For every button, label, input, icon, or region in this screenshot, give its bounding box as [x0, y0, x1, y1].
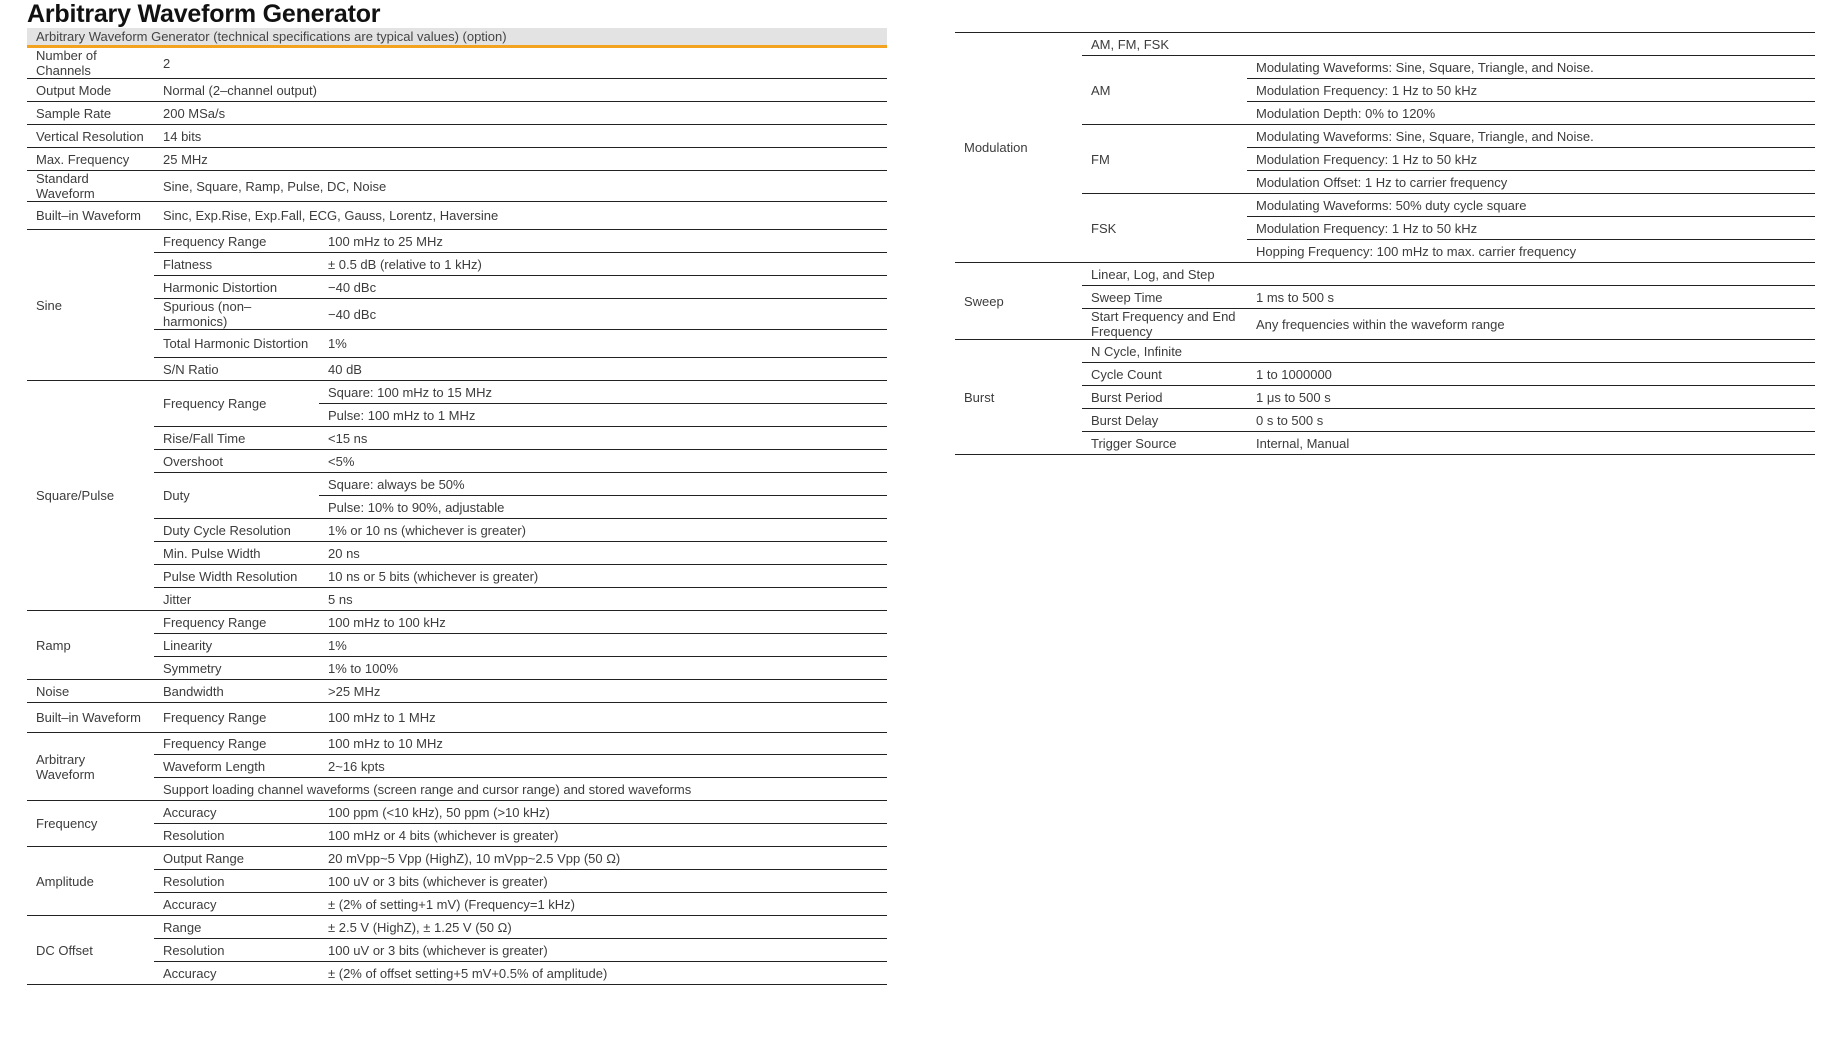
spec-parameter: Bandwidth [154, 680, 319, 703]
spec-category: Modulation [955, 33, 1082, 263]
spec-parameter: Burst Period [1082, 386, 1247, 409]
table-row [27, 473, 887, 496]
spec-parameter: Waveform Length [154, 755, 319, 778]
table-row [27, 680, 887, 703]
table-row [27, 450, 887, 473]
spec-value: Modulation Offset: 1 Hz to carrier frequency [1247, 171, 1815, 194]
spec-value: 10 ns or 5 bits (whichever is greater) [319, 565, 887, 588]
spec-parameter: S/N Ratio [154, 358, 319, 381]
spec-value: 100 uV or 3 bits (whichever is greater) [319, 939, 887, 962]
table-row [27, 755, 887, 778]
spec-value: Any frequencies within the waveform range [1247, 309, 1815, 340]
table-row [27, 634, 887, 657]
spec-value: Square: always be 50% [319, 473, 887, 496]
spec-value: 25 MHz [154, 148, 887, 171]
spec-value: <5% [319, 450, 887, 473]
spec-value: Pulse: 100 mHz to 1 MHz [319, 404, 887, 427]
spec-value: 40 dB [319, 358, 887, 381]
table-row [27, 703, 887, 733]
table-row [955, 286, 1815, 309]
spec-value: <15 ns [319, 427, 887, 450]
spec-parameter: Total Harmonic Distortion [154, 330, 319, 358]
table-row [955, 432, 1815, 455]
spec-parameter: Accuracy [154, 801, 319, 824]
table-row [27, 565, 887, 588]
table-row [27, 299, 887, 330]
left-table-body [27, 47, 887, 985]
spec-parameter: Frequency Range [154, 381, 319, 427]
spec-parameter: Spurious (non–harmonics) [154, 299, 319, 330]
spec-parameter: Resolution [154, 939, 319, 962]
spec-value: 2 [154, 47, 887, 79]
spec-category: Frequency [27, 801, 154, 847]
table-row [27, 733, 887, 755]
spec-parameter: Accuracy [154, 962, 319, 985]
spec-value: Normal (2–channel output) [154, 79, 887, 102]
spec-category: Standard Waveform [27, 171, 154, 202]
table-row [27, 962, 887, 985]
table-row [27, 358, 887, 381]
spec-value: 0 s to 500 s [1247, 409, 1815, 432]
table-row [955, 386, 1815, 409]
table-row [27, 171, 887, 202]
spec-value: 1 μs to 500 s [1247, 386, 1815, 409]
spec-value: Square: 100 mHz to 15 MHz [319, 381, 887, 404]
spec-value: Sinc, Exp.Rise, Exp.Fall, ECG, Gauss, Lorentz, Haversine [154, 202, 887, 230]
table-row [27, 778, 887, 801]
table-row [27, 519, 887, 542]
spec-parameter: FSK [1082, 194, 1247, 263]
table-row [27, 253, 887, 276]
spec-category: Square/Pulse [27, 381, 154, 611]
spec-parameter: Frequency Range [154, 703, 319, 733]
spec-value: −40 dBc [319, 276, 887, 299]
spec-value: 1% [319, 634, 887, 657]
spec-value: 100 mHz to 25 MHz [319, 230, 887, 253]
spec-parameter: Linearity [154, 634, 319, 657]
table-row [27, 801, 887, 824]
spec-category: Amplitude [27, 847, 154, 916]
spec-category: Output Mode [27, 79, 154, 102]
spec-category: Sweep [955, 263, 1082, 340]
table-row [955, 263, 1815, 286]
spec-parameter: Harmonic Distortion [154, 276, 319, 299]
spec-parameter: Burst Delay [1082, 409, 1247, 432]
table-row [27, 588, 887, 611]
table-row [955, 309, 1815, 340]
spec-value: 2~16 kpts [319, 755, 887, 778]
spec-parameter: Frequency Range [154, 611, 319, 634]
spec-value: 1% to 100% [319, 657, 887, 680]
spec-value: 100 mHz to 10 MHz [319, 733, 887, 755]
table-row [27, 611, 887, 634]
spec-value: AM, FM, FSK [1082, 33, 1815, 56]
table-row [955, 363, 1815, 386]
spec-value: Modulation Frequency: 1 Hz to 50 kHz [1247, 148, 1815, 171]
spec-value: Modulation Depth: 0% to 120% [1247, 102, 1815, 125]
spec-parameter: Duty Cycle Resolution [154, 519, 319, 542]
table-row [27, 47, 887, 79]
spec-category: Ramp [27, 611, 154, 680]
spec-category: Number of Channels [27, 47, 154, 79]
page-title: Arbitrary Waveform Generator [27, 0, 381, 28]
spec-parameter: Sweep Time [1082, 286, 1247, 309]
spec-parameter: Cycle Count [1082, 363, 1247, 386]
spec-category: Burst [955, 340, 1082, 455]
spec-value: Modulating Waveforms: 50% duty cycle square [1247, 194, 1815, 217]
table-row [27, 939, 887, 962]
spec-value: ± (2% of offset setting+5 mV+0.5% of amplitude) [319, 962, 887, 985]
spec-value: Modulating Waveforms: Sine, Square, Triangle, and Noise. [1247, 125, 1815, 148]
spec-value: 5 ns [319, 588, 887, 611]
spec-category: Noise [27, 680, 154, 703]
table-row [27, 824, 887, 847]
table-row [27, 893, 887, 916]
table-row [27, 79, 887, 102]
table-row [27, 330, 887, 358]
spec-category: Sine [27, 230, 154, 381]
table-row [27, 148, 887, 171]
spec-parameter: Resolution [154, 824, 319, 847]
spec-value: Modulating Waveforms: Sine, Square, Triangle, and Noise. [1247, 56, 1815, 79]
spec-value: N Cycle, Infinite [1082, 340, 1815, 363]
spec-value: 100 uV or 3 bits (whichever is greater) [319, 870, 887, 893]
spec-category: Built–in Waveform [27, 703, 154, 733]
table-row [955, 409, 1815, 432]
spec-category: DC Offset [27, 916, 154, 985]
spec-value: Support loading channel waveforms (screen range and cursor range) and stored waveforms [154, 778, 887, 801]
table-row [955, 340, 1815, 363]
spec-parameter: Flatness [154, 253, 319, 276]
spec-parameter: Resolution [154, 870, 319, 893]
table-row [27, 125, 887, 148]
spec-parameter: Jitter [154, 588, 319, 611]
spec-value: ± 2.5 V (HighZ), ± 1.25 V (50 Ω) [319, 916, 887, 939]
spec-value: 100 mHz or 4 bits (whichever is greater) [319, 824, 887, 847]
table-row [955, 194, 1815, 217]
spec-value: >25 MHz [319, 680, 887, 703]
spec-value: 20 mVpp~5 Vpp (HighZ), 10 mVpp~2.5 Vpp (50 Ω) [319, 847, 887, 870]
spec-value: 20 ns [319, 542, 887, 565]
table-row [27, 657, 887, 680]
spec-parameter: Trigger Source [1082, 432, 1247, 455]
table-header-row [27, 28, 887, 47]
table-row [27, 276, 887, 299]
spec-value: 1 to 1000000 [1247, 363, 1815, 386]
spec-parameter: Pulse Width Resolution [154, 565, 319, 588]
table-row [27, 102, 887, 125]
spec-value: ± (2% of setting+1 mV) (Frequency=1 kHz) [319, 893, 887, 916]
left-spec-table [27, 28, 887, 985]
table-row [27, 427, 887, 450]
spec-parameter: Rise/Fall Time [154, 427, 319, 450]
spec-value: 1 ms to 500 s [1247, 286, 1815, 309]
spec-value: 100 ppm (<10 kHz), 50 ppm (>10 kHz) [319, 801, 887, 824]
spec-value: Modulation Frequency: 1 Hz to 50 kHz [1247, 217, 1815, 240]
spec-value: 14 bits [154, 125, 887, 148]
spec-category: Vertical Resolution [27, 125, 154, 148]
table-row [27, 870, 887, 893]
spec-value: 100 mHz to 100 kHz [319, 611, 887, 634]
spec-value: 1% or 10 ns (whichever is greater) [319, 519, 887, 542]
table-row [27, 847, 887, 870]
spec-parameter: Overshoot [154, 450, 319, 473]
table-header: Arbitrary Waveform Generator (technical specifications are typical values) (option) [27, 28, 887, 47]
spec-parameter: Range [154, 916, 319, 939]
spec-value: Linear, Log, and Step [1082, 263, 1815, 286]
table-row [27, 542, 887, 565]
spec-parameter: Min. Pulse Width [154, 542, 319, 565]
table-row [27, 916, 887, 939]
spec-parameter: Start Frequency and End Frequency [1082, 309, 1247, 340]
spec-value: Sine, Square, Ramp, Pulse, DC, Noise [154, 171, 887, 202]
table-row [955, 125, 1815, 148]
spec-value: 100 mHz to 1 MHz [319, 703, 887, 733]
table-row [27, 202, 887, 230]
spec-parameter: Output Range [154, 847, 319, 870]
spec-category: Arbitrary Waveform [27, 733, 154, 801]
spec-parameter: Frequency Range [154, 733, 319, 755]
table-row [955, 56, 1815, 79]
table-row [27, 381, 887, 404]
spec-parameter: Duty [154, 473, 319, 519]
spec-value: Internal, Manual [1247, 432, 1815, 455]
spec-value: −40 dBc [319, 299, 887, 330]
spec-value: 1% [319, 330, 887, 358]
spec-parameter: FM [1082, 125, 1247, 194]
right-spec-table [955, 32, 1815, 455]
spec-value: Pulse: 10% to 90%, adjustable [319, 496, 887, 519]
table-row [955, 33, 1815, 56]
spec-parameter: Symmetry [154, 657, 319, 680]
spec-parameter: AM [1082, 56, 1247, 125]
spec-category: Built–in Waveform [27, 202, 154, 230]
spec-parameter: Accuracy [154, 893, 319, 916]
spec-parameter: Frequency Range [154, 230, 319, 253]
spec-value: ± 0.5 dB (relative to 1 kHz) [319, 253, 887, 276]
right-table-body [955, 33, 1815, 455]
spec-category: Max. Frequency [27, 148, 154, 171]
spec-value: Hopping Frequency: 100 mHz to max. carrier frequency [1247, 240, 1815, 263]
spec-value: Modulation Frequency: 1 Hz to 50 kHz [1247, 79, 1815, 102]
spec-value: 200 MSa/s [154, 102, 887, 125]
spec-category: Sample Rate [27, 102, 154, 125]
table-row [27, 230, 887, 253]
